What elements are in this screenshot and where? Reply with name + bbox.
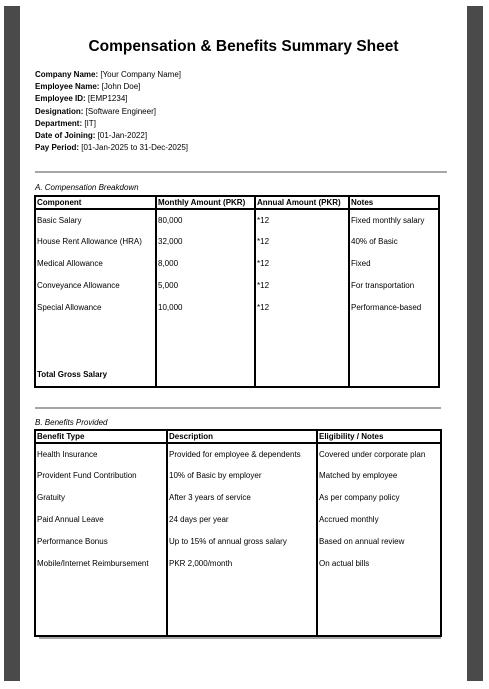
table-row (35, 209, 439, 231)
info-value: [EMP1234] (87, 94, 128, 104)
benefits-table (34, 429, 442, 637)
table-cell: Medical Allowance (35, 253, 156, 275)
info-label: Employee Name: (35, 82, 100, 92)
table-cell: Performance-based (349, 297, 439, 319)
table-cell: Special Allowance (35, 297, 156, 319)
table-row (35, 231, 439, 253)
table-cell: Gratuity (35, 487, 167, 509)
table-cell: For transportation (349, 275, 439, 297)
table-cell (349, 365, 439, 387)
info-row (35, 69, 188, 81)
table-cell: On actual bills (317, 553, 441, 575)
column-header: Monthly Amount (PKR) (156, 196, 255, 209)
total-row (35, 365, 439, 387)
info-value: [Your Company Name] (100, 70, 181, 79)
table-cell: 10% of Basic by employer (167, 465, 317, 487)
divider-top (35, 171, 447, 173)
table-row (35, 487, 441, 509)
table-row (35, 275, 439, 297)
info-row (35, 142, 188, 154)
info-row (35, 130, 188, 142)
column-header: Eligibility / Notes (317, 430, 441, 443)
table-cell: Conveyance Allowance (35, 275, 156, 297)
table-cell: Paid Annual Leave (35, 509, 167, 531)
info-value: [IT] (84, 118, 96, 128)
table-cell: 80,000 (156, 209, 255, 231)
table-cell: As per company policy (317, 487, 441, 509)
table-cell: Covered under corporate plan (317, 443, 441, 465)
table-cell: *12 (255, 275, 349, 297)
compensation-table (34, 195, 440, 388)
info-value: [Software Engineer] (85, 106, 156, 116)
table-cell: Accrued monthly (317, 509, 441, 531)
table-row-empty (35, 575, 441, 636)
page-margin-right (467, 6, 483, 681)
table-cell: Up to 15% of annual gross salary (167, 531, 317, 553)
page-margin-left (4, 6, 20, 681)
table-cell (35, 575, 167, 636)
info-row (35, 93, 188, 105)
info-label: Designation: (35, 106, 84, 116)
info-row (35, 118, 188, 130)
table-cell: Provided for employee & dependents (167, 443, 317, 465)
table-cell: House Rent Allowance (HRA) (35, 231, 156, 253)
table-cell: *12 (255, 209, 349, 231)
table-cell (156, 365, 255, 387)
table-cell (349, 319, 439, 365)
table-row (35, 465, 441, 487)
info-label: Department: (35, 118, 83, 128)
info-label: Employee ID: (35, 94, 86, 104)
table-cell: *12 (255, 297, 349, 319)
info-label: Pay Period: (35, 143, 80, 153)
table-row (35, 297, 439, 319)
benefits-header-row (35, 430, 441, 443)
table-cell: 24 days per year (167, 509, 317, 531)
table-cell: Mobile/Internet Reimbursement (35, 553, 167, 575)
table-cell: Matched by employee (317, 465, 441, 487)
table-cell: Fixed (349, 253, 439, 275)
table-cell (167, 575, 317, 636)
info-value: [01-Jan-2022] (97, 131, 148, 141)
table-cell: Basic Salary (35, 209, 156, 231)
table-cell: 32,000 (156, 231, 255, 253)
table-cell: 8,000 (156, 253, 255, 275)
table-cell: 10,000 (156, 297, 255, 319)
table-cell: Based on annual review (317, 531, 441, 553)
divider-middle (35, 407, 441, 409)
table-row (35, 509, 441, 531)
column-header: Notes (349, 196, 439, 209)
table-cell: Provident Fund Contribution (35, 465, 167, 487)
table-cell: PKR 2,000/month (167, 553, 317, 575)
column-header: Benefit Type (35, 430, 167, 443)
table-cell: Fixed monthly salary (349, 209, 439, 231)
table-cell: *12 (255, 231, 349, 253)
document-page (20, 6, 467, 681)
table-cell: After 3 years of service (167, 487, 317, 509)
table-cell: *12 (255, 253, 349, 275)
column-header: Annual Amount (PKR) (255, 196, 349, 209)
table-cell: Health Insurance (35, 443, 167, 465)
column-header: Component (35, 196, 156, 209)
table-cell (255, 319, 349, 365)
info-value: [John Doe] (101, 82, 141, 92)
table-cell: Performance Bonus (35, 531, 167, 553)
table-row (35, 443, 441, 465)
employee-info (35, 69, 188, 154)
document-title: Compensation & Benefits Summary Sheet (88, 38, 399, 55)
info-label: Date of Joining: (35, 131, 96, 141)
info-value: [01-Jan-2025 to 31-Dec-2025] (81, 143, 188, 153)
table-row-empty (35, 319, 439, 365)
table-row (35, 253, 439, 275)
table-cell: 40% of Basic (349, 231, 439, 253)
info-row (35, 106, 188, 118)
table-row (35, 531, 441, 553)
table-cell (35, 319, 156, 365)
table-cell: 5,000 (156, 275, 255, 297)
column-header: Description (167, 430, 317, 443)
divider-bottom (39, 637, 441, 639)
compensation-header-row (35, 196, 439, 209)
table-cell (255, 365, 349, 387)
info-row (35, 81, 188, 93)
compensation-section-label: A. Compensation Breakdown (35, 183, 139, 192)
info-label: Company Name: (35, 70, 99, 79)
table-row (35, 553, 441, 575)
table-cell (317, 575, 441, 636)
table-cell (156, 319, 255, 365)
benefits-section-label: B. Benefits Provided (35, 418, 108, 427)
total-gross-salary-label: Total Gross Salary (35, 365, 156, 387)
